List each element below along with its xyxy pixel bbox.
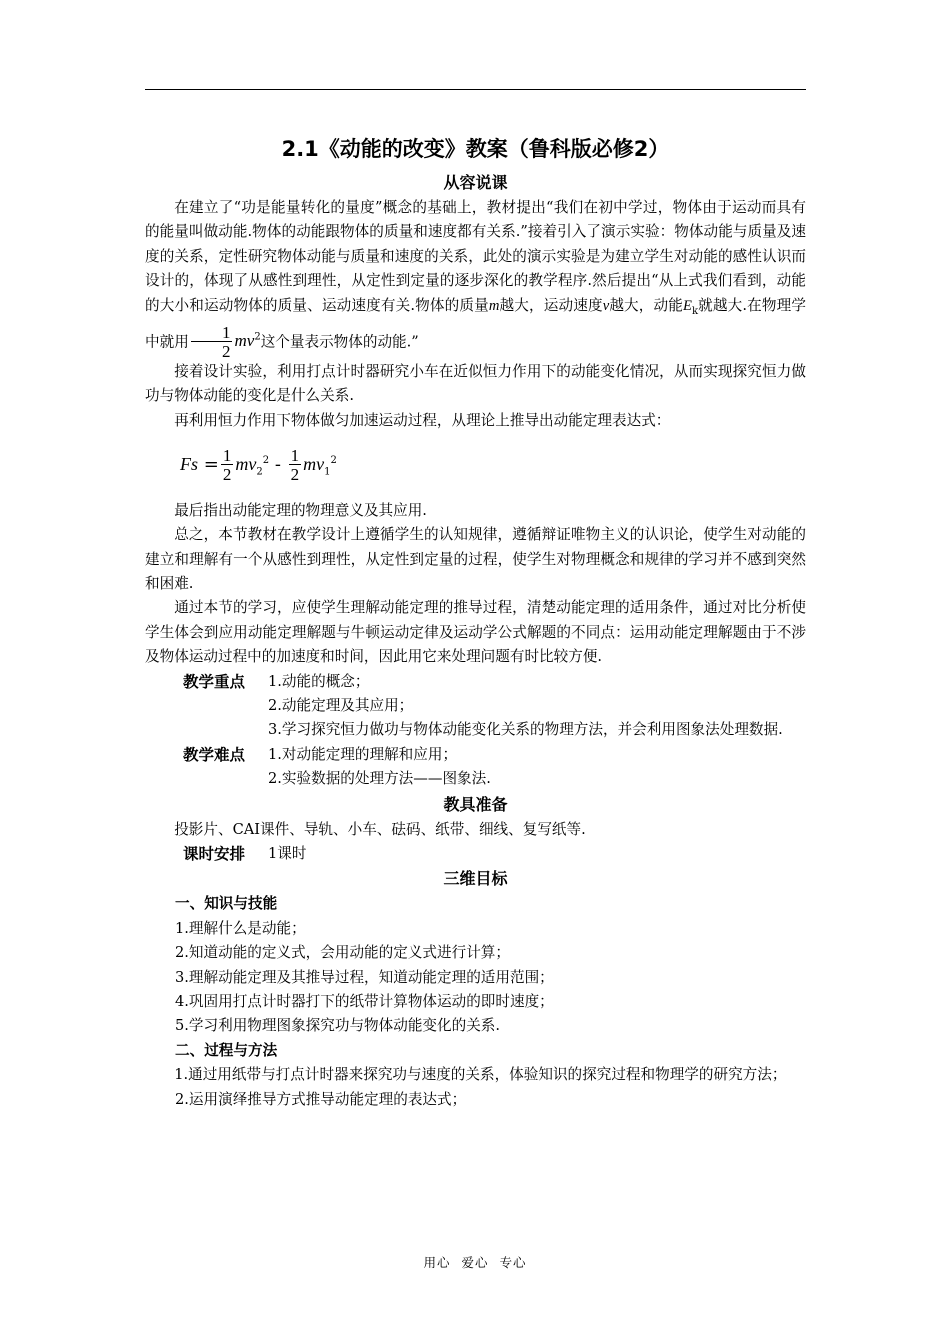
text-run: 这个量表示物体的动能.”: [260, 333, 419, 351]
key-point-item: 1.动能的概念；: [268, 672, 370, 690]
section-heading-goals: 三维目标: [443, 869, 508, 889]
fraction-numerator: 1: [222, 446, 232, 466]
section-heading-tools: 教具准备: [443, 794, 508, 814]
fraction: [289, 447, 302, 483]
process-heading: 二、过程与方法: [175, 1041, 278, 1059]
text-run: 在建立了“功是能量转化的量度”概念的基础上，教材提出“我们在初中学过，物体由于运动而具有的能量叫做动能.物体的动能跟物体的质量和速度都有关系.”接着引入了演示实验：物体动能与质量及速度的关系，定性研究物体动能与质量和速度的关系，此处的演示实验是为建立学生对动能的感性认识而设计的，体现了从感性到理性，从定性到定量的逐步深化的教学程序.然后提出“从上式我们看到，动能的大小和运动物体的质量、运动速度有关.物体的质量: [145, 199, 806, 314]
fraction-denominator: 2: [222, 465, 232, 485]
formula-equals: =: [203, 454, 219, 476]
work-energy-theorem-formula: [145, 439, 806, 495]
paragraph-goal: 通过本节的学习，应使学生理解动能定理的推导过程，清楚动能定理的适用条件，通过对比分析使学生体会到应用动能定理解题与牛顿运动定律及运动学公式解题的不同点：运用动能定理解题由于不涉及物体运动过程中的加速度和时间，因此用它来处理问题有时比较方便.: [145, 599, 806, 666]
symbol-v: v: [602, 297, 610, 314]
fraction-denominator: 2: [290, 465, 300, 485]
document-title: 2.1《动能的改变》教案（鲁科版必修2）: [281, 137, 670, 161]
symbol-ek: E: [683, 297, 692, 314]
list-item: 1.理解什么是动能；: [175, 919, 306, 937]
formula-lhs: Fs: [180, 454, 198, 475]
schedule-label: 课时安排: [183, 845, 246, 864]
difficult-points: [145, 743, 806, 767]
difficult-point-item: 2.实验数据的处理方法——图象法.: [268, 770, 491, 788]
document-body: [145, 132, 806, 1112]
tools-text: 投影片、CAI课件、导轨、小车、砝码、纸带、细线、复写纸等.: [174, 820, 586, 838]
list-item: 2.知道动能的定义式，会用动能的定义式进行计算；: [175, 944, 510, 962]
text-run: 就越大.在物理学中就用: [145, 296, 806, 351]
formula-mv: mv: [234, 331, 255, 351]
difficult-points-label: 教学难点: [183, 745, 246, 764]
knowledge-heading: 一、知识与技能: [175, 895, 278, 913]
list-item: 1.通过用纸带与打点计时器来探究功与速度的关系，体验知识的探究过程和物理学的研究方法；: [174, 1066, 787, 1084]
difficult-point-item: 1.对动能定理的理解和应用；: [268, 745, 458, 763]
header-rule: [145, 89, 806, 90]
key-point-item: 2.动能定理及其应用；: [268, 697, 414, 714]
kinetic-energy-formula: [189, 322, 261, 361]
formula-minus: -: [274, 454, 281, 476]
fraction-numerator: 1: [191, 324, 233, 342]
schedule: [145, 842, 806, 866]
schedule-value: 1课时: [268, 845, 307, 863]
list-item: 4.巩固用打点计时器打下的纸带计算物体运动的即时速度；: [175, 993, 554, 1011]
paragraph-intro: [145, 196, 806, 360]
formula-exponent: 2: [330, 455, 337, 467]
section-heading-talk: 从容说课: [443, 173, 508, 192]
formula-exponent: 2: [262, 455, 270, 467]
text-run: 越大，动能: [609, 296, 684, 314]
key-points-label: 教学重点: [183, 672, 246, 691]
formula-mv: mv: [303, 454, 325, 475]
text-run: 越大，运动速度: [499, 296, 603, 314]
paragraph-meaning: 最后指出动能定理的物理意义及其应用.: [174, 501, 427, 519]
symbol-m: m: [488, 297, 500, 314]
key-points: [145, 670, 806, 694]
fraction-denominator: 2: [221, 341, 231, 361]
formula-subscript: 1: [324, 466, 331, 478]
paragraph-experiment: 接着设计实验，利用打点计时器研究小车在近似恒力作用下的动能变化情况，从而实现探究恒力做功与物体动能的变化是什么关系.: [145, 362, 806, 405]
formula-mv: mv: [235, 454, 257, 475]
paragraph-derivation: 再利用恒力作用下物体做匀加速运动过程，从理论上推导出动能定理表达式：: [174, 411, 671, 429]
list-item: 2.运用演绎推导方式推导动能定理的表达式；: [175, 1090, 467, 1108]
key-point-item: 3.学习探究恒力做功与物体动能变化关系的物理方法，并会利用图象法处理数据.: [268, 721, 783, 739]
formula-exponent: 2: [254, 331, 261, 343]
formula-subscript: 2: [256, 466, 263, 478]
fraction-numerator: 1: [290, 446, 300, 466]
fraction: [221, 447, 234, 483]
paragraph-summary: 总之，本节教材在教学设计上遵循学生的认知规律，遵循辩证唯物主义的认识论，使学生对动能的建立和理解有一个从感性到理性，从定性到定量的过程，使学生对物理概念和规律的学习并不感到突然和困难.: [145, 526, 806, 592]
list-item: 3.理解动能定理及其推导过程，知道动能定理的适用范围；: [175, 968, 554, 986]
symbol-ek-subscript: k: [691, 305, 699, 317]
page-footer: 用心 爱心 专心: [423, 1255, 527, 1270]
list-item: 5.学习利用物理图象探究功与物体动能变化的关系.: [175, 1017, 501, 1035]
fraction: [191, 324, 233, 360]
